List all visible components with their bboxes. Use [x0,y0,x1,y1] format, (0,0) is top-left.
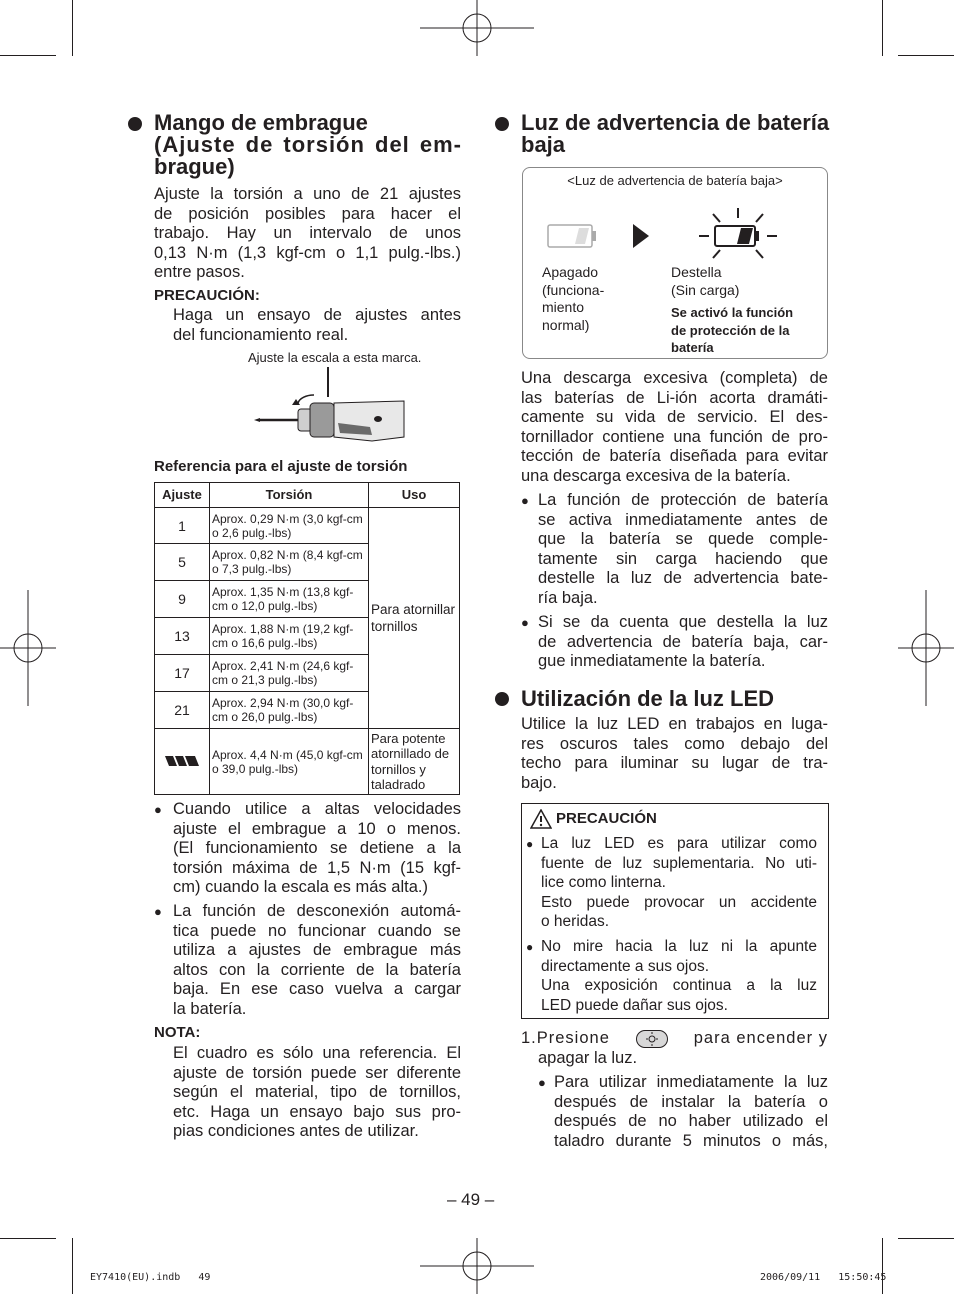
table-cell: Para potente atornillado de tornillos y taladrado [369,729,460,795]
clutch-bullet-1: Cuando utilice a altas velocidades ajuste el embrague a 10 o menos. (El funcionamiento se detiene a la torsión máxima de 1,5 N·m (15 kgf- cm) cuando la escala es más alta.) [173,800,461,896]
battery-bullet-2: Si se da cuenta que destella la luz de advertencia de batería baja, car- gue inmediatamente la batería. [538,613,828,670]
registration-mark-top [420,0,534,60]
table-cell [155,729,210,795]
clutch-intro: Ajuste la torsión a uno de 21 ajustes de posición posibles para hacer el trabajo. Hay un intervalo de unos 0,13 N·m (1,3 kgf-cm o 1,1 pulg.-lbs.) entre pasos. [154,185,461,281]
footer-file: EY7410(EU).indb 49 [90,1272,211,1283]
table-cell: Aprox. 2,41 N·m (24,6 kgf-cm o 21,3 pulg.-lbs) [210,655,369,692]
caution-label: PRECAUCIÓN [556,810,657,827]
table-cell: 21 [155,692,210,729]
bullet-dot: ● [526,837,534,851]
drill-mode-icon [165,753,199,769]
table-header: Uso [369,483,460,508]
step-1 [521,1029,828,1068]
table-header-row [155,483,460,508]
table-cell: Aprox. 2,94 N·m (30,0 kgf-cm o 26,0 pulg.-lbs) [210,692,369,729]
bullet-dot: ● [154,802,162,817]
table-cell-use: Para atornillar tornillos [369,508,460,729]
heading-bullet [495,692,509,706]
table-cell: Aprox. 1,88 N·m (19,2 kgf-cm o 16,6 pulg.-lbs) [210,618,369,655]
caution-item-2: No mire hacia la luz ni la apunte directamente a sus ojos. Una exposición continua a la luz LED puede dañar sus ojos. [541,938,817,1014]
table-cell: 13 [155,618,210,655]
table-cell: 17 [155,655,210,692]
led-heading: Utilización de la luz LED [521,686,775,711]
caution-box [521,803,829,1019]
battery-paragraph: Una descarga excesiva (completa) de las baterías de Li-ión acorta dramáti- camente su vida de servicio. El des- tornillador contiene una función de pro- tección de batería diseñada para evitar una descarga excesiva de la batería. [521,369,828,485]
blink-label: Destella (Sin carga) [671,264,740,298]
arrow-right-icon [633,224,649,248]
note-label: NOTA: [154,1024,201,1041]
led-button[interactable] [636,1030,668,1048]
heading-bullet [128,117,142,131]
battery-warning-panel [522,167,828,359]
clutch-bullet-2: La función de desconexión automá- tica puede no funcionar cuando se utiliza a ajustes de embrague más altos con la corriente de la batería baja. En ese caso vuelva a cargar la batería. [173,902,461,1018]
off-label: Apagado (funciona- miento normal) [542,264,605,333]
step-1-text-a: 1.Presione [521,1029,610,1047]
footer-timestamp: 2006/09/11 15:50:45 [760,1272,887,1283]
led-intro: Utilice la luz LED en trabajos en luga- res oscuros tales como debajo del techo para iluminar su lugar de tra- bajo. [521,715,828,792]
torque-table [154,482,460,795]
registration-mark-bottom [420,1238,534,1294]
bullet-dot: ● [154,904,162,919]
heading-bullet [495,117,509,131]
blink-note: Se activó la función de protección de la batería [671,305,794,355]
table-cell: 9 [155,581,210,618]
figure-caption: Ajuste la escala a esta marca. [248,350,422,365]
table-cell: Aprox. 0,82 N·m (8,4 kgf-cm o 7,3 pulg.-lbs) [210,544,369,581]
table-cell: 5 [155,544,210,581]
table-row [155,508,460,544]
table-title: Referencia para el ajuste de torsión [154,458,408,475]
caution-item-1: La luz LED es para utilizar como fuente de luz suplementaria. No uti- lice como linterna. Esto puede provocar un accidente o heridas. [541,835,817,930]
bullet-dot: ● [526,940,534,954]
precaution-text: Haga un ensayo de ajustes antes del funcionamiento real. [173,306,461,344]
bullet-dot: ● [521,493,529,508]
battery-off-icon [547,224,597,250]
clutch-heading: Mango de embrague (Ajuste de torsión del em- brague) [154,110,462,179]
table-cell: Aprox. 1,35 N·m (13,8 kgf-cm o 12,0 pulg.-lbs) [210,581,369,618]
battery-blinking-icon [695,204,781,266]
table-row [155,729,460,795]
bullet-dot: ● [521,615,529,630]
registration-mark-left [0,590,60,706]
drill-illustration [254,365,406,445]
table-header: Torsión [210,483,369,508]
light-icon [637,1031,667,1047]
table-cell: 1 [155,508,210,544]
table-header: Ajuste [155,483,210,508]
step-1-text-c: apagar la luz. [538,1048,638,1067]
page-number: – 49 – [447,1190,495,1209]
battery-bullet-1: La función de protección de batería se activa inmediatamente antes de que la batería se quede comple- tamente sin carga haciendo que destelle la luz de advertencia bate- ría baja. [538,491,828,607]
step-bullet: Para utilizar inmediatamente la luz después de instalar la batería o después de no haber utilizado el taladro durante 5 minutos o más, [554,1073,828,1150]
registration-mark-right [898,590,954,706]
bullet-dot: ● [538,1075,546,1090]
step-1-text-b: para encender y [693,1029,828,1047]
table-cell: Aprox. 4,4 N·m (45,0 kgf-cm o 39,0 pulg.-lbs) [210,729,369,795]
warning-triangle-icon [530,809,552,829]
battery-heading: Luz de advertencia de batería baja [521,110,830,157]
precaution-label: PRECAUCIÓN: [154,287,260,304]
panel-caption: <Luz de advertencia de batería baja> [567,173,783,188]
table-cell: Aprox. 0,29 N·m (3,0 kgf-cm o 2,6 pulg.-lbs) [210,508,369,544]
note-text: El cuadro es sólo una referencia. El ajuste de torsión puede ser diferente según el material, tipo de tornillos, etc. Haga un ensayo bajo sus pro- pias condiciones antes de utilizar. [173,1044,461,1140]
